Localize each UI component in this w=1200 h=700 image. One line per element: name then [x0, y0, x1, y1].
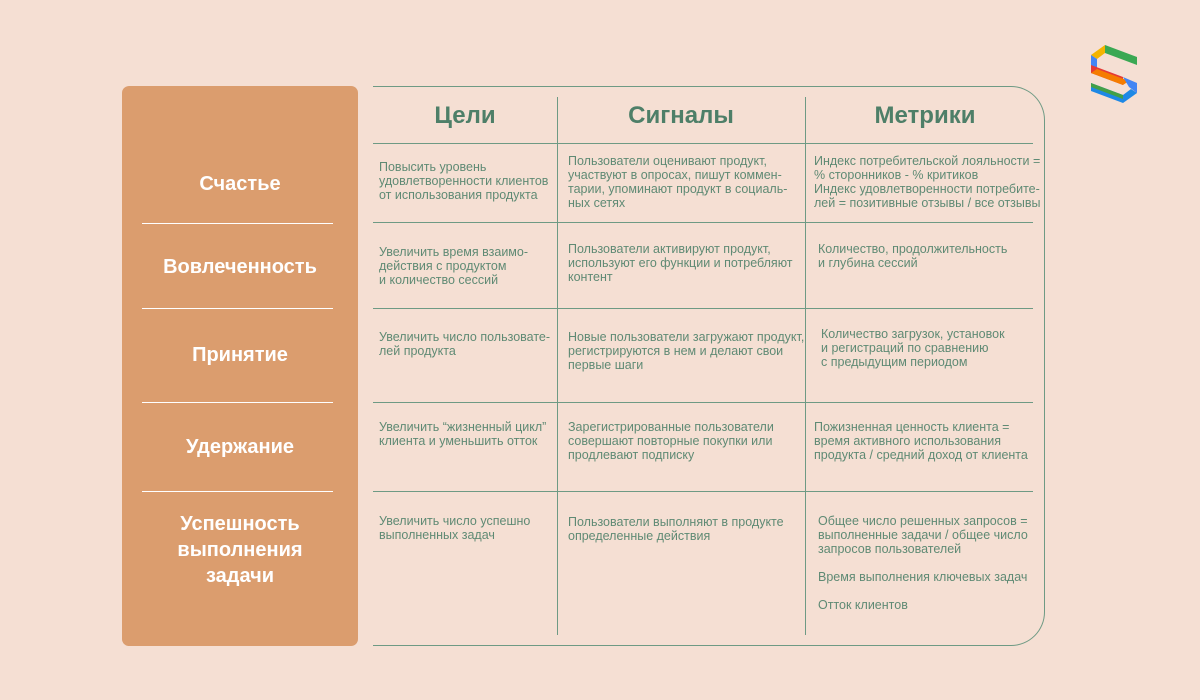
cell-metric: Количество, продолжительность и глубина сессий [818, 242, 1008, 270]
cell-metric: Время выполнения ключевых задач [818, 570, 1028, 584]
column-header-metrics: Метрики [874, 102, 976, 129]
cell-metric: Пожизненная ценность клиента = время активного использования продукта / средний доход от клиента [814, 420, 1028, 462]
grid-line [373, 222, 1033, 223]
row-label-retention: Удержание [186, 436, 294, 458]
cell-goal: Увеличить время взаимо- действия с продуктом и количество сессий [379, 245, 529, 287]
grid-line [373, 402, 1033, 403]
grid-line [373, 491, 1033, 492]
cell-goal: Увеличить “жизненный цикл” клиента и уменьшить отток [379, 420, 547, 448]
cell-goal: Увеличить число успешно выполненных задач [379, 514, 531, 542]
cell-metric: Индекс потребительской лояльности = % сторонников - % критиков Индекс удовлетворенности потребите- лей = позитивные отзывы / все отзывы [814, 154, 1041, 210]
cell-signal: Пользователи активируют продукт, используют его функции и потребляют контент [568, 242, 793, 284]
row-labels-panel [122, 86, 358, 646]
grid-line [557, 97, 558, 635]
cell-signal: Пользователи выполняют в продукте определенные действия [568, 515, 784, 543]
cell-signal: Пользователи оценивают продукт, участвуют в опросах, пишут коммен- тарии, упоминают продукт в социаль- ных сетях [568, 154, 788, 210]
grid-line [373, 308, 1033, 309]
cell-metric: Количество загрузок, установок и регистраций по сравнению с предыдущим периодом [821, 327, 1005, 369]
column-header-signals: Сигналы [628, 102, 734, 129]
row-label-happiness: Счастье [199, 173, 281, 195]
column-header-goals: Цели [434, 102, 496, 129]
cell-goal: Увеличить число пользовате- лей продукта [379, 330, 551, 358]
grid-line [805, 97, 806, 635]
s-logo-icon [1091, 45, 1137, 103]
cell-signal: Зарегистрированные пользователи совершают повторные покупки или продлевают подписку [568, 420, 774, 462]
row-label-task-success: Успешность выполнения задачи [177, 513, 303, 587]
grid-line [373, 143, 1033, 144]
row-label-adoption: Принятие [192, 344, 288, 366]
cell-goal: Повысить уровень удовлетворенности клиентов от использования продукта [379, 160, 549, 202]
cell-signal: Новые пользователи загружают продукт, регистрируются в нем и делают свои первые шаги [568, 330, 805, 372]
row-label-engagement: Вовлеченность [163, 256, 317, 278]
cell-metric: Отток клиентов [818, 598, 908, 612]
cell-metric: Общее число решенных запросов = выполненные задачи / общее число запросов пользователей [818, 514, 1028, 556]
